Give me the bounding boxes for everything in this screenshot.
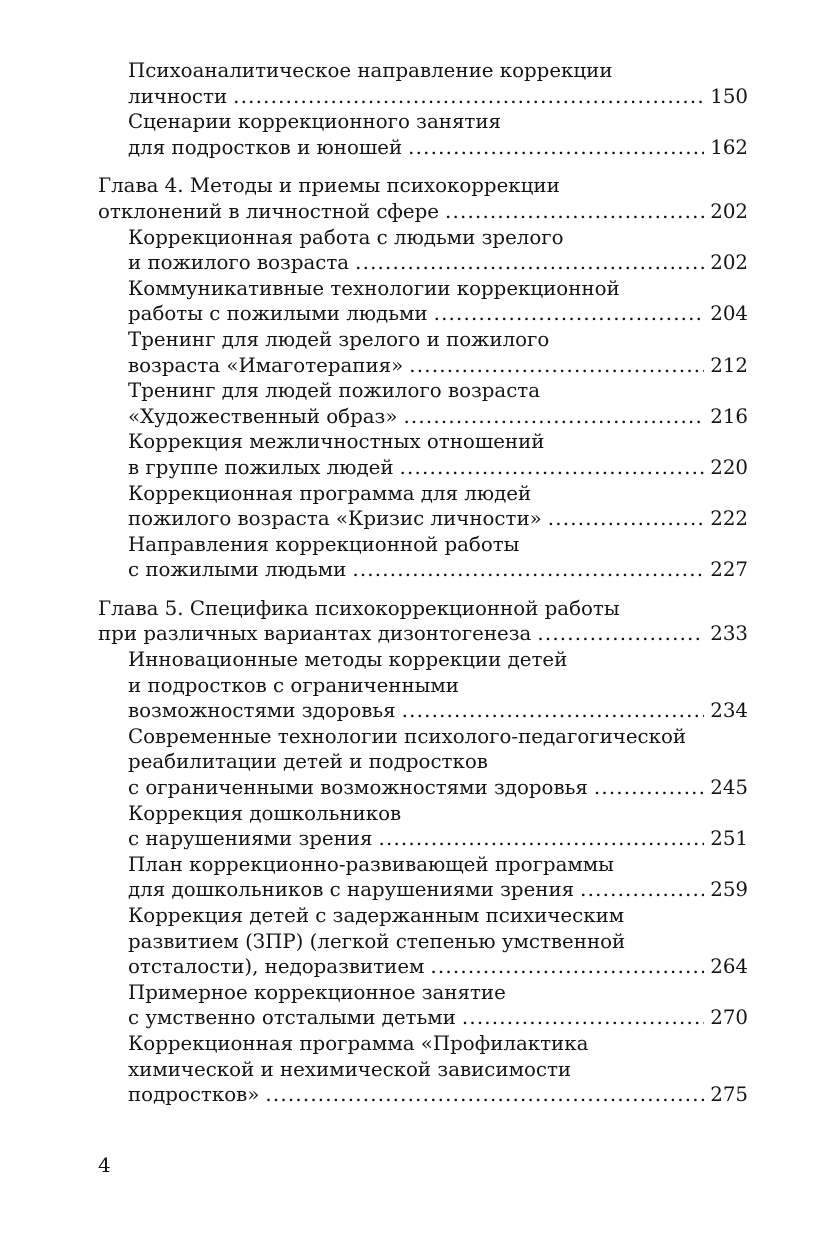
dot-leader — [408, 135, 704, 161]
toc-line — [128, 404, 748, 430]
toc-entry-text: и подростков с ограниченными — [128, 673, 459, 697]
toc-page-number: 162 — [710, 135, 748, 159]
toc-line — [98, 621, 748, 647]
toc-section — [128, 481, 748, 532]
dot-leader — [233, 84, 704, 110]
dot-leader — [265, 1082, 704, 1108]
toc-page-number: 222 — [710, 507, 748, 531]
toc-entry-text: с ограниченными возможностями здоровья — [128, 776, 588, 800]
toc-section — [128, 852, 748, 903]
dot-leader — [548, 506, 704, 532]
toc-section — [128, 378, 748, 429]
toc-entry-text: Направления коррекционной работы — [128, 532, 520, 556]
toc-chapter — [98, 596, 748, 647]
toc-section — [128, 1031, 748, 1108]
toc-page-number: 270 — [710, 1006, 748, 1030]
toc-page-number: 202 — [710, 251, 748, 275]
toc-entry-text: с умственно отсталыми детьми — [128, 1006, 456, 1030]
toc-line — [128, 1082, 748, 1108]
toc-entry-text: Глава 5. Специфика психокоррекционной работы — [98, 596, 620, 620]
toc-section — [128, 276, 748, 327]
toc-page-number: 234 — [710, 699, 748, 723]
toc-entry-text: работы с пожилыми людьми — [128, 302, 428, 326]
toc-entry-text: Инновационные методы коррекции детей — [128, 648, 568, 672]
toc-page-number: 251 — [710, 827, 748, 851]
toc-page-number: 275 — [710, 1083, 748, 1107]
toc-line — [128, 698, 748, 724]
toc-entry-text: План коррекционно-развивающей программы — [128, 852, 614, 876]
dot-leader — [537, 621, 704, 647]
toc-entry-text: отсталости), недоразвитием — [128, 955, 425, 979]
toc-entry-text: возраста «Имаготерапия» — [128, 353, 404, 377]
toc-entry-text: реабилитации детей и подростков — [128, 750, 488, 774]
toc-line — [128, 250, 748, 276]
toc-entry-text: Коммуникативные технологии коррекционной — [128, 276, 620, 300]
dot-leader — [378, 826, 704, 852]
toc-entry-text: отклонений в личностной сфере — [98, 199, 439, 223]
toc-entry-text: химической и нехимической зависимости — [128, 1057, 572, 1081]
toc-line — [98, 199, 748, 225]
toc-entry-text: в группе пожилых людей — [128, 455, 394, 479]
table-of-contents — [98, 58, 748, 1108]
toc-entry-text: Психоаналитическое направление коррекции — [128, 59, 613, 82]
toc-chapter — [98, 173, 748, 224]
toc-entry-text: Коррекционная программа для людей — [128, 481, 532, 505]
toc-entry-text: Коррекция межличностных отношений — [128, 430, 545, 454]
toc-entry-text: Тренинг для людей пожилого возраста — [128, 379, 541, 403]
toc-page-number: 233 — [710, 622, 748, 646]
dot-leader — [445, 199, 704, 225]
toc-page-number: 245 — [710, 776, 748, 800]
toc-page-number: 212 — [710, 353, 748, 377]
dot-leader — [400, 455, 705, 481]
toc-section — [128, 109, 748, 160]
toc-line — [128, 557, 748, 583]
toc-page-number: 150 — [710, 84, 748, 108]
page-number: 4 — [98, 1153, 111, 1177]
dot-leader — [402, 698, 705, 724]
dot-leader — [409, 353, 704, 379]
toc-section — [128, 724, 748, 801]
toc-entry-text: и пожилого возраста — [128, 251, 350, 275]
dot-leader — [580, 877, 704, 903]
toc-entry-text: личности — [128, 84, 228, 108]
dot-leader — [355, 250, 704, 276]
toc-page-number: 259 — [710, 878, 748, 902]
toc-section — [128, 327, 748, 378]
toc-entry-text: с пожилыми людьми — [128, 558, 347, 582]
toc-section — [128, 58, 748, 109]
toc-line — [128, 877, 748, 903]
toc-page-number: 204 — [710, 302, 748, 326]
toc-entry-text: Тренинг для людей зрелого и пожилого — [128, 327, 550, 351]
toc-page-number: 216 — [710, 404, 748, 428]
toc-section — [128, 225, 748, 276]
toc-entry-text: возможностями здоровья — [128, 699, 396, 723]
toc-section — [128, 647, 748, 724]
toc-line — [128, 954, 748, 980]
toc-line — [128, 455, 748, 481]
dot-leader — [462, 1005, 704, 1031]
toc-entry-text: пожилого возраста «Кризис личности» — [128, 507, 542, 531]
toc-line — [128, 1005, 748, 1031]
toc-line — [128, 506, 748, 532]
toc-entry-text: Примерное коррекционное занятие — [128, 980, 506, 1004]
toc-line — [128, 301, 748, 327]
toc-page-number: 227 — [710, 558, 748, 582]
toc-line — [128, 84, 748, 110]
toc-entry-text: Сценарии коррекционного занятия — [128, 110, 502, 134]
toc-section — [128, 429, 748, 480]
toc-page-number: 220 — [710, 455, 748, 479]
toc-section — [128, 532, 748, 583]
toc-entry-text: с нарушениями зрения — [128, 827, 373, 851]
toc-entry-text: «Художественный образ» — [128, 404, 398, 428]
toc-section — [128, 980, 748, 1031]
dot-leader — [352, 557, 704, 583]
toc-line — [128, 775, 748, 801]
toc-section — [128, 903, 748, 980]
toc-entry-text: развитием (ЗПР) (легкой степенью умственной — [128, 929, 626, 953]
toc-line — [128, 135, 748, 161]
toc-entry-text: при различных вариантах дизонтогенеза — [98, 622, 532, 646]
toc-entry-text: Коррекция детей с задержанным психическим — [128, 904, 625, 927]
toc-entry-text: Коррекционная программа «Профилактика — [128, 1031, 589, 1055]
toc-entry-text: для подростков и юношей — [128, 135, 403, 159]
toc-entry-text: Коррекция дошкольников — [128, 801, 402, 825]
toc-entry-text: Глава 4. Методы и приемы психокоррекции — [98, 174, 560, 198]
toc-entry-text: Современные технологии психолого-педагогической — [128, 724, 687, 748]
toc-entry-text: Коррекционная работа с людьми зрелого — [128, 225, 564, 249]
toc-line — [128, 826, 748, 852]
dot-leader — [430, 954, 704, 980]
toc-entry-text: подростков» — [128, 1083, 260, 1107]
dot-leader — [434, 301, 705, 327]
dot-leader — [594, 775, 704, 801]
toc-page-number: 202 — [710, 199, 748, 223]
toc-line — [128, 353, 748, 379]
toc-page-number: 264 — [710, 955, 748, 979]
dot-leader — [403, 404, 704, 430]
toc-entry-text: для дошкольников с нарушениями зрения — [128, 878, 575, 902]
toc-section — [128, 801, 748, 852]
